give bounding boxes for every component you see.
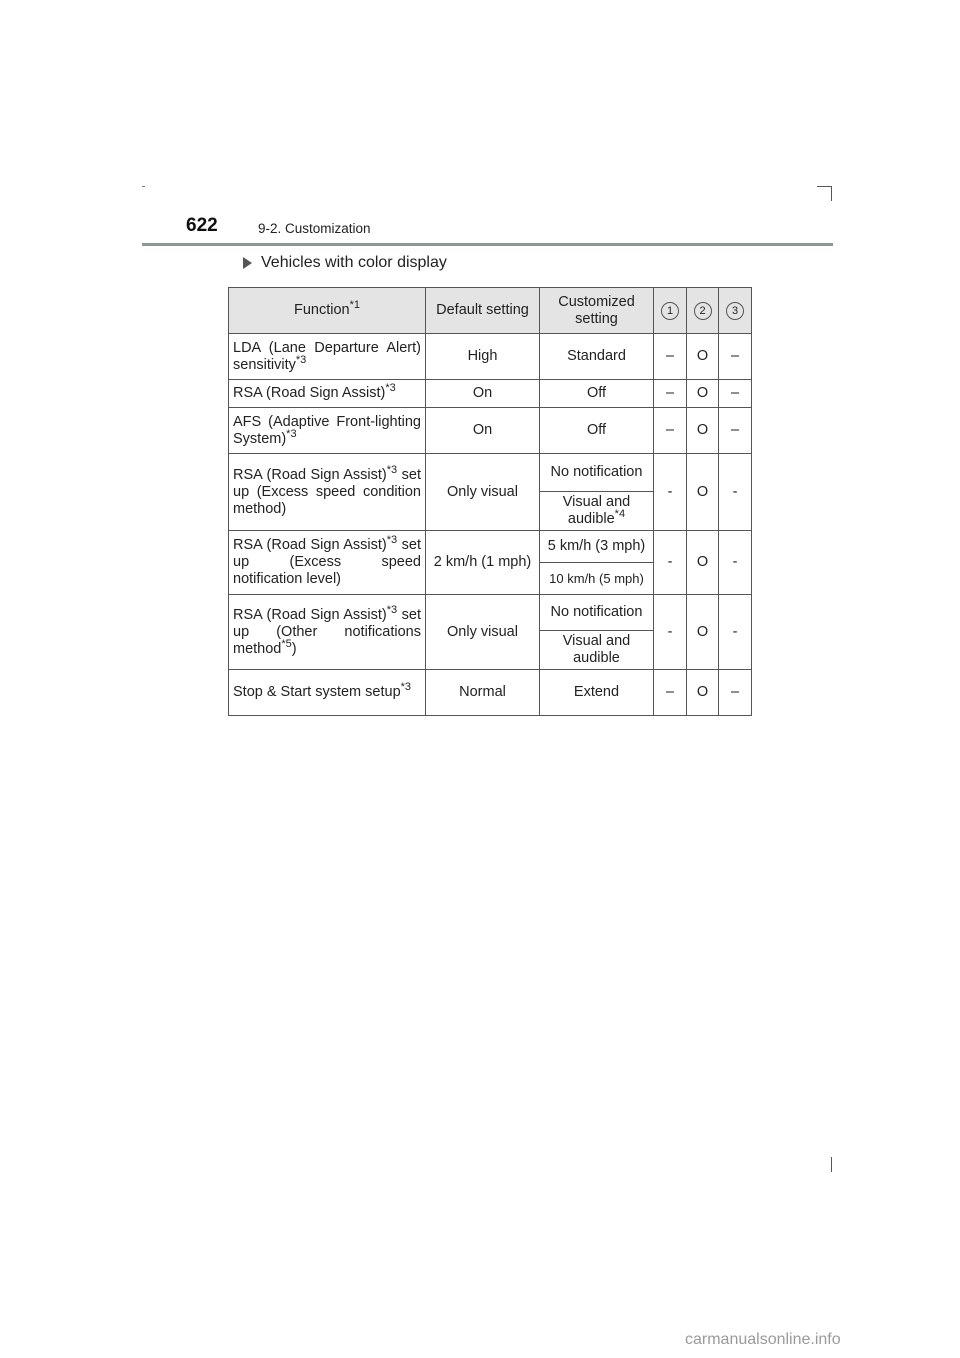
col1-cell: -	[654, 454, 687, 531]
section-title: 9-2. Customization	[258, 221, 371, 236]
custom-cell: Off	[540, 408, 654, 454]
function-cell: Stop & Start system setup$^{*3}$	[229, 670, 426, 716]
function-cell: RSA (Road Sign Assist)$^{*3}$ set up (Excess speed notification level)	[229, 531, 426, 595]
function-cell: RSA (Road Sign Assist)$^{*3}$	[229, 380, 426, 408]
table-row	[229, 595, 752, 631]
header-col-1	[654, 288, 687, 334]
function-cell: RSA (Road Sign Assist)$^{*3}$ set up (Excess speed condition method)	[229, 454, 426, 531]
col2-cell: O	[687, 380, 719, 408]
custom-cell: Extend	[540, 670, 654, 716]
col3-cell: -	[719, 531, 752, 595]
header-rule	[142, 243, 833, 246]
default-cell: Only visual	[426, 595, 540, 670]
header-function: Function$^{*1}$	[229, 288, 426, 334]
page-number: 622	[186, 215, 218, 236]
function-cell: LDA (Lane Departure Alert) sensitivity$^{*3}$	[229, 334, 426, 380]
custom-cell-b: 10 km/h (5 mph)	[540, 563, 654, 595]
default-cell: 2 km/h (1 mph)	[426, 531, 540, 595]
col2-cell: O	[687, 454, 719, 531]
custom-cell-a: 5 km/h (3 mph)	[540, 531, 654, 563]
table-row	[229, 334, 752, 380]
table-row	[229, 454, 752, 492]
table-row	[229, 531, 752, 563]
crop-mark-left	[142, 186, 145, 187]
col1-cell: -	[654, 531, 687, 595]
table-row	[229, 380, 752, 408]
col1-cell: –	[654, 670, 687, 716]
col1-cell: –	[654, 380, 687, 408]
table-row	[229, 670, 752, 716]
col2-cell: O	[687, 408, 719, 454]
circled-2-icon: 2	[694, 302, 712, 320]
default-cell: Only visual	[426, 454, 540, 531]
table-header-row	[229, 288, 752, 334]
custom-cell-a: No notification	[540, 454, 654, 492]
col2-cell: O	[687, 531, 719, 595]
default-cell: On	[426, 380, 540, 408]
default-cell: Normal	[426, 670, 540, 716]
custom-cell-a: No notification	[540, 595, 654, 631]
col2-cell: O	[687, 334, 719, 380]
header-col-2	[687, 288, 719, 334]
custom-cell-b: Visual and audible$^{*4}$	[540, 492, 654, 531]
col1-cell: –	[654, 408, 687, 454]
subheading	[243, 254, 447, 272]
crop-mark-top-right	[817, 186, 832, 187]
col2-cell: O	[687, 670, 719, 716]
col3-cell: –	[719, 670, 752, 716]
col1-cell: -	[654, 595, 687, 670]
col3-cell: –	[719, 380, 752, 408]
col3-cell: -	[719, 595, 752, 670]
default-cell: High	[426, 334, 540, 380]
custom-cell-b: Visual and audible	[540, 631, 654, 670]
crop-mark-bottom-right	[831, 1157, 832, 1172]
col3-cell: -	[719, 454, 752, 531]
function-cell: AFS (Adaptive Front-lighting System)$^{*3}$	[229, 408, 426, 454]
subheading-text: Vehicles with color display	[261, 254, 447, 271]
col3-cell: –	[719, 408, 752, 454]
crop-mark-top-right-vertical	[831, 186, 832, 201]
col1-cell: –	[654, 334, 687, 380]
header-default: Default setting	[426, 288, 540, 334]
col2-cell: O	[687, 595, 719, 670]
watermark: carmanualsonline.info	[685, 1331, 841, 1348]
circled-3-icon: 3	[726, 302, 744, 320]
table-row	[229, 408, 752, 454]
default-cell: On	[426, 408, 540, 454]
col3-cell: –	[719, 334, 752, 380]
header-customized: Customized setting	[540, 288, 654, 334]
circled-1-icon: 1	[661, 302, 679, 320]
header-col-3	[719, 288, 752, 334]
customization-table	[228, 287, 752, 716]
custom-cell: Standard	[540, 334, 654, 380]
custom-cell: Off	[540, 380, 654, 408]
function-cell: RSA (Road Sign Assist)$^{*3}$ set up (Other notifications method$^{*5}$)	[229, 595, 426, 670]
triangle-bullet-icon	[243, 257, 252, 269]
